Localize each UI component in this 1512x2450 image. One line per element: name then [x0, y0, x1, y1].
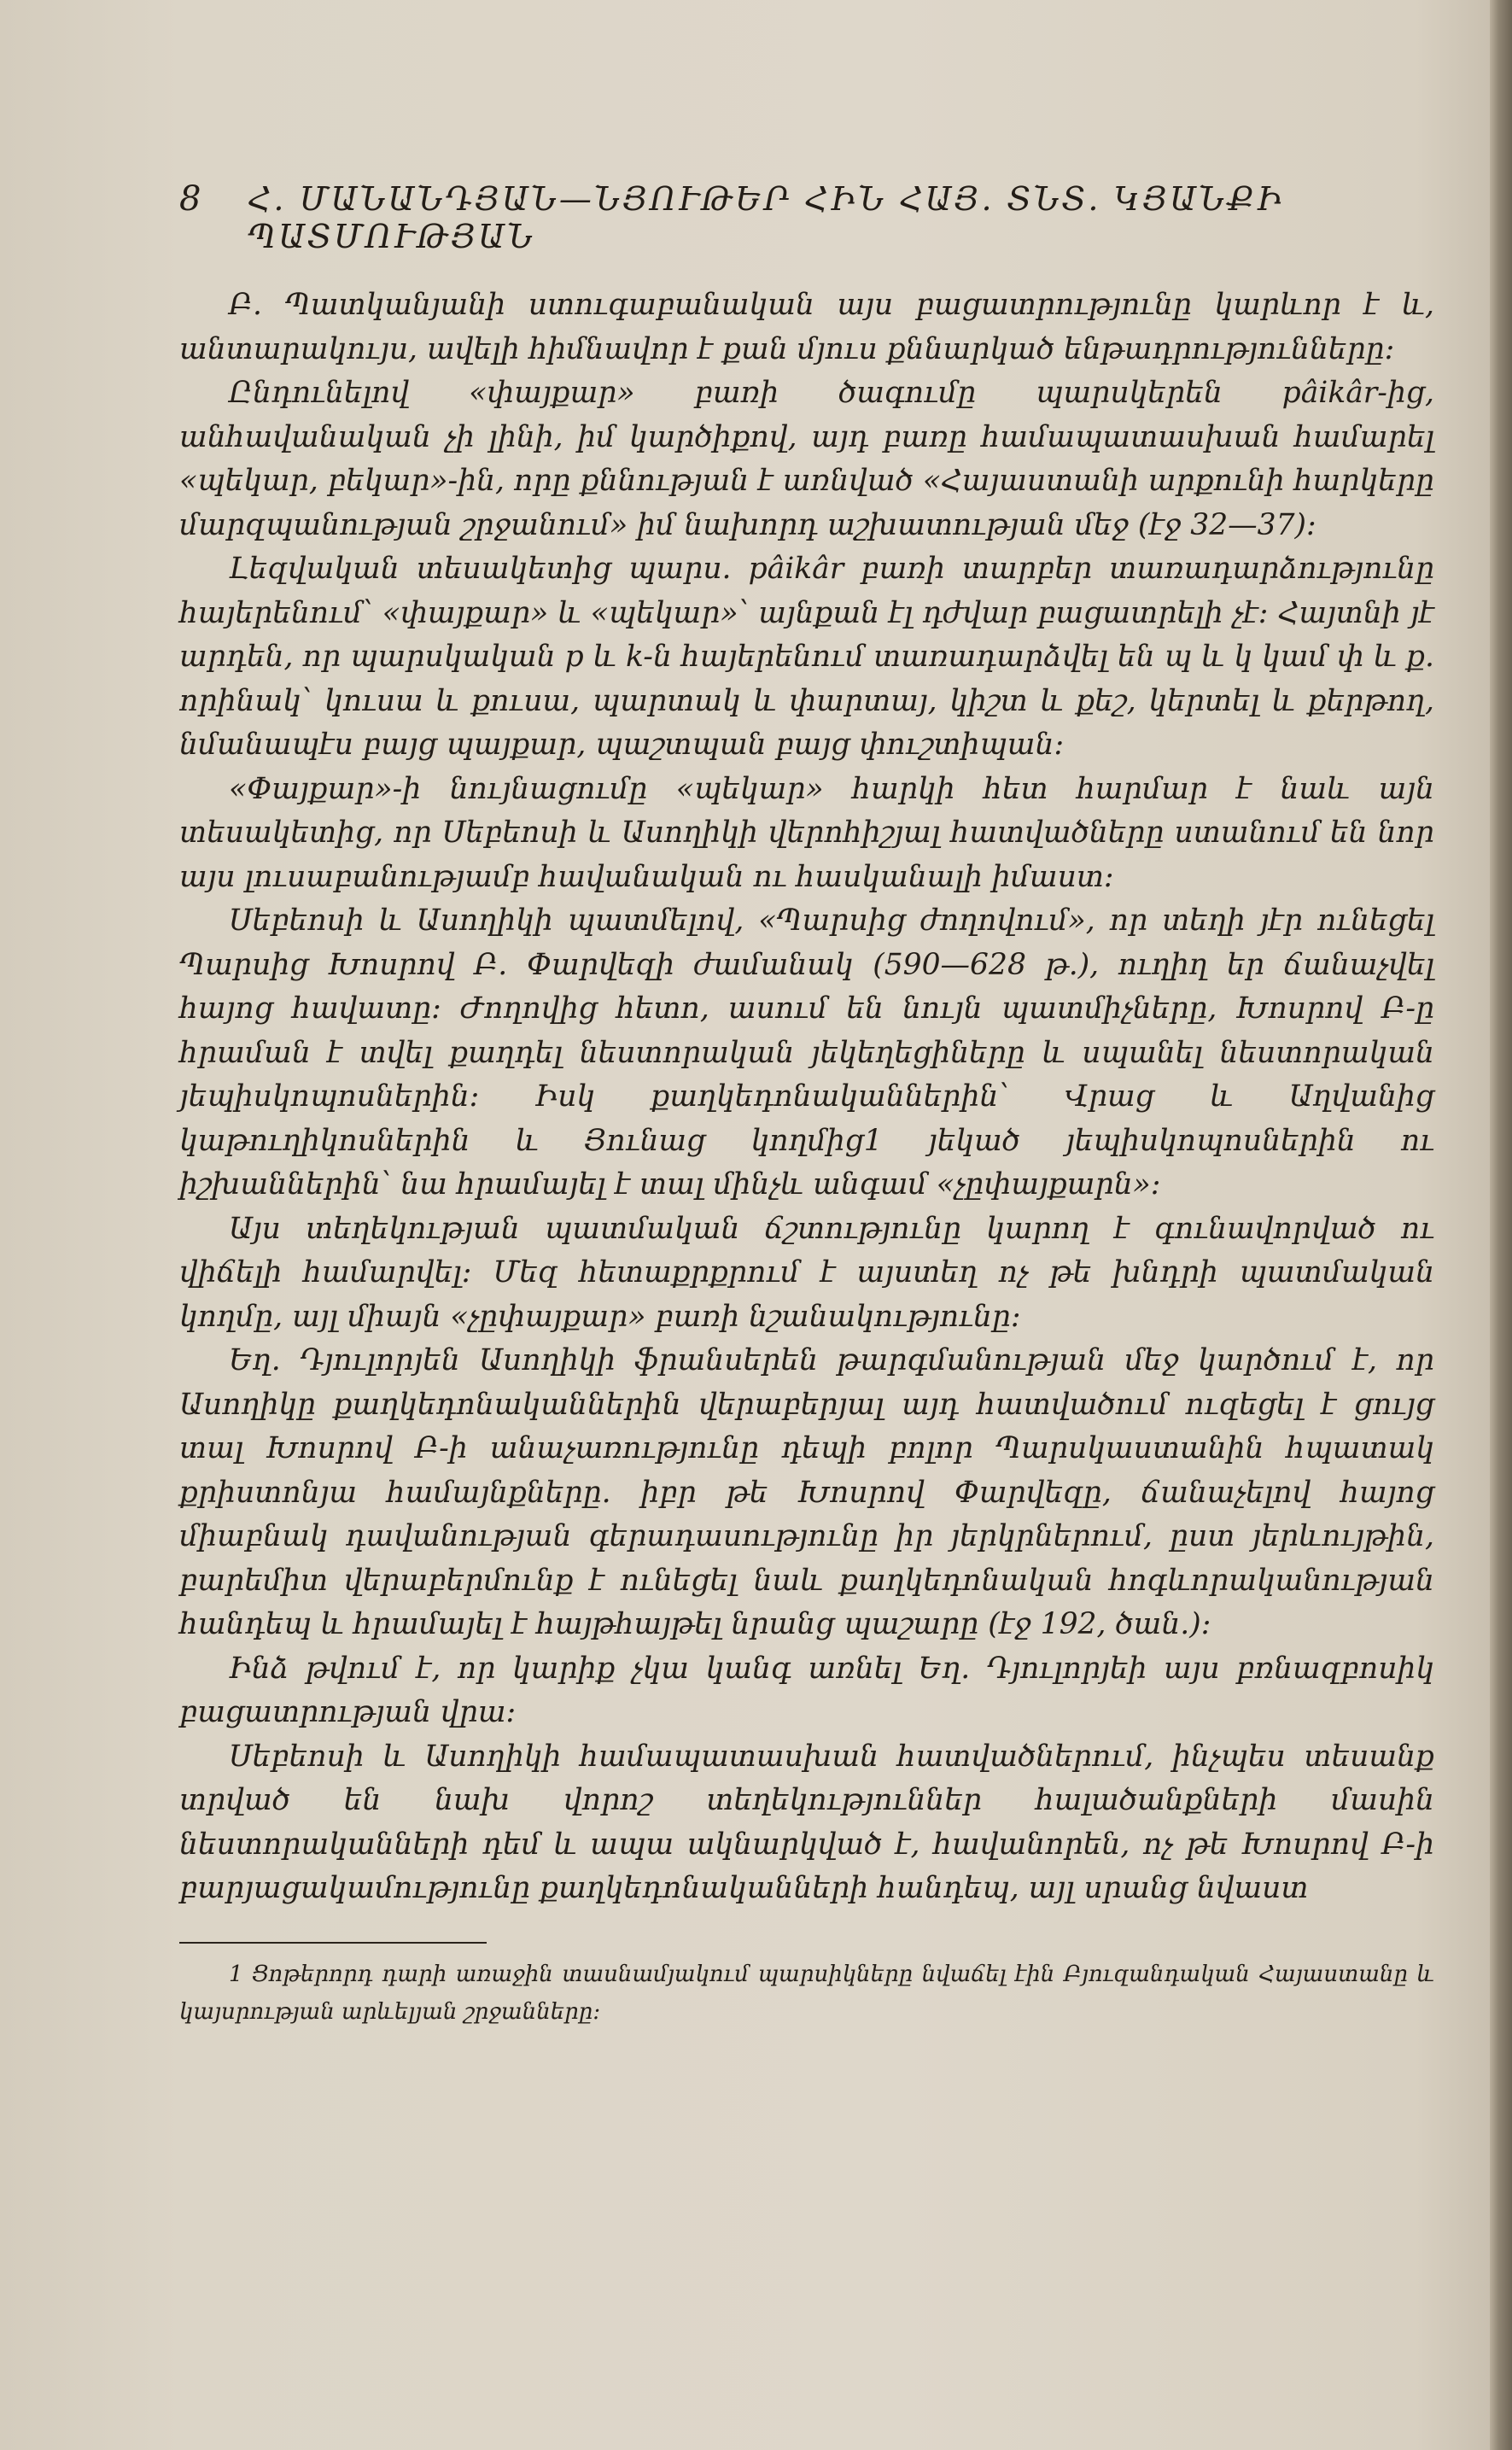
paragraph: Այս տեղեկության պատմական ճշտությունը կարող է գունավորված ու վիճելի համարվել։ Մեզ հետաքրքրում է այստեղ ոչ թե խնդրի պատմական կողմը, այլ միայն «չըփայքար» բառի նշանակությունը։ [179, 1211, 1434, 1334]
paragraph: Սեբեոսի և Ասողիկի համապատասխան հատվածներում, ինչպես տեսանք տրված են նախ վորոշ տեղեկություններ հալածանքների մասին նեստորականների դեմ և ապա ակնարկված է, հավանորեն, ոչ թե Խոսրով Բ-ի բարյացակամությունը քաղկեդոնականների հանդեպ, այլ սրանց նվաստ [179, 1739, 1434, 1905]
footnote-text: 1 Ցոթերորդ դարի առաջին տասնամյակում պարսիկները նվաճել էին Բյուզանդական Հայաստանը և կայսրության արևելյան շրջանները։ [179, 1961, 1434, 2025]
paragraph: «Փայքար»-ի նույնացումը «պեկար» հարկի հետ հարմար է նաև այն տեսակետից, որ Սեբեոսի և Ասողիկի վերոհիշյալ հատվածները ստանում են նոր այս լուսաբանությամբ հավանական ու հասկանալի իմաստ։ [179, 771, 1434, 894]
body-text [179, 284, 1434, 1911]
footnote [179, 1956, 1434, 2031]
running-head: Հ. ՄԱՆԱՆԴՅԱՆ—ՆՅՈՒԹԵՐ ՀԻՆ ՀԱՅ. ՏՆՏ. ԿՅԱՆՔԻ ՊԱՏՄՈՒԹՅԱՆ [248, 180, 1285, 255]
page-header [179, 179, 1434, 255]
paragraph: Բ. Պատկանյանի ստուգաբանական այս բացատրությունը կարևոր է և, անտարակույս, ավելի հիմնավոր է քան մյուս քննարկած ենթադրությունները։ [179, 288, 1434, 366]
page-content [179, 179, 1434, 2031]
paragraph: Սեբեոսի և Ասողիկի պատմելով, «Պարսից ժողովում», որ տեղի յէր ունեցել Պարսից Խոսրով Բ. Փարվեզի ժամանակ (590—628 թ.), ուղիղ եր ճանաչվել հայոց հավատը։ Ժողովից հետո, ասում են նույն պատմիչները, Խոսրով Բ-ը հրաման է տվել քաղդել նեստորական յեկեղեցիները և սպանել նեստորական յեպիսկոպոսներին։ Իսկ քաղկեդոնականներին՝ Վրաց և Աղվանից կաթուղիկոսներին և Յունաց կողմից1 յեկած յեպիսկոպոսներին ու իշխաններին՝ նա հրամայել է տալ մինչև անգամ «չըփայքարն»։ [179, 903, 1434, 1202]
book-spine [1490, 0, 1512, 2450]
footnote-rule [179, 1942, 487, 1944]
page-number: 8 [179, 179, 201, 219]
paragraph: Եղ. Դյուլորյեն Ասողիկի ֆրանսերեն թարգմանության մեջ կարծում է, որ Ասողիկը քաղկեդոնականներին վերաբերյալ այդ հատվածում ուզեցել է ցույց տալ Խոսրով Բ-ի անաչառությունը դեպի բոլոր Պարսկաստանին հպատակ քրիստոնյա համայնքները. իբր թե Խոսրով Փարվեզը, ճանաչելով հայոց միաբնակ դավանության գերադասությունը իր յերկրներում, ըստ յերևույթին, բարեմիտ վերաբերմունք է ունեցել նաև քաղկեդոնական հոգևորականության հանդեպ և հրամայել է հայթհայթել նրանց պաշարը (էջ 192, ծան.)։ [179, 1343, 1434, 1641]
paragraph: Լեզվական տեսակետից պարս. pâikâr բառի տարբեր տառադարձությունը հայերենում՝ «փայքար» և «պեկար»՝ այնքան էլ դժվար բացատրելի չէ։ Հայտնի յէ արդեն, որ պարսկական p և k-ն հայերենում տառադարձվել են պ և կ կամ փ և ք. որինակ՝ կուսա և քուսա, պարտակ և փարտայ, կիշտ և քեշ, կերտել և քերթող, նմանապէս բայց պայքար, պաշտպան բայց փուշտիպան։ [179, 552, 1434, 762]
paragraph: Ինձ թվում է, որ կարիք չկա կանգ առնել Եղ. Դյուլորյեի այս բռնազբոսիկ բացատրության վրա։ [179, 1651, 1434, 1729]
paragraph: Ընդունելով «փայքար» բառի ծագումը պարսկերեն pâikâr-ից, անհավանական չի լինի, իմ կարծիքով, այդ բառը համապատասխան համարել «պեկար, բեկար»-ին, որը քննության է առնված «Հայաստանի արքունի հարկերը մարզպանության շրջանում» իմ նախորդ աշխատության մեջ (էջ 32—37)։ [179, 376, 1434, 542]
